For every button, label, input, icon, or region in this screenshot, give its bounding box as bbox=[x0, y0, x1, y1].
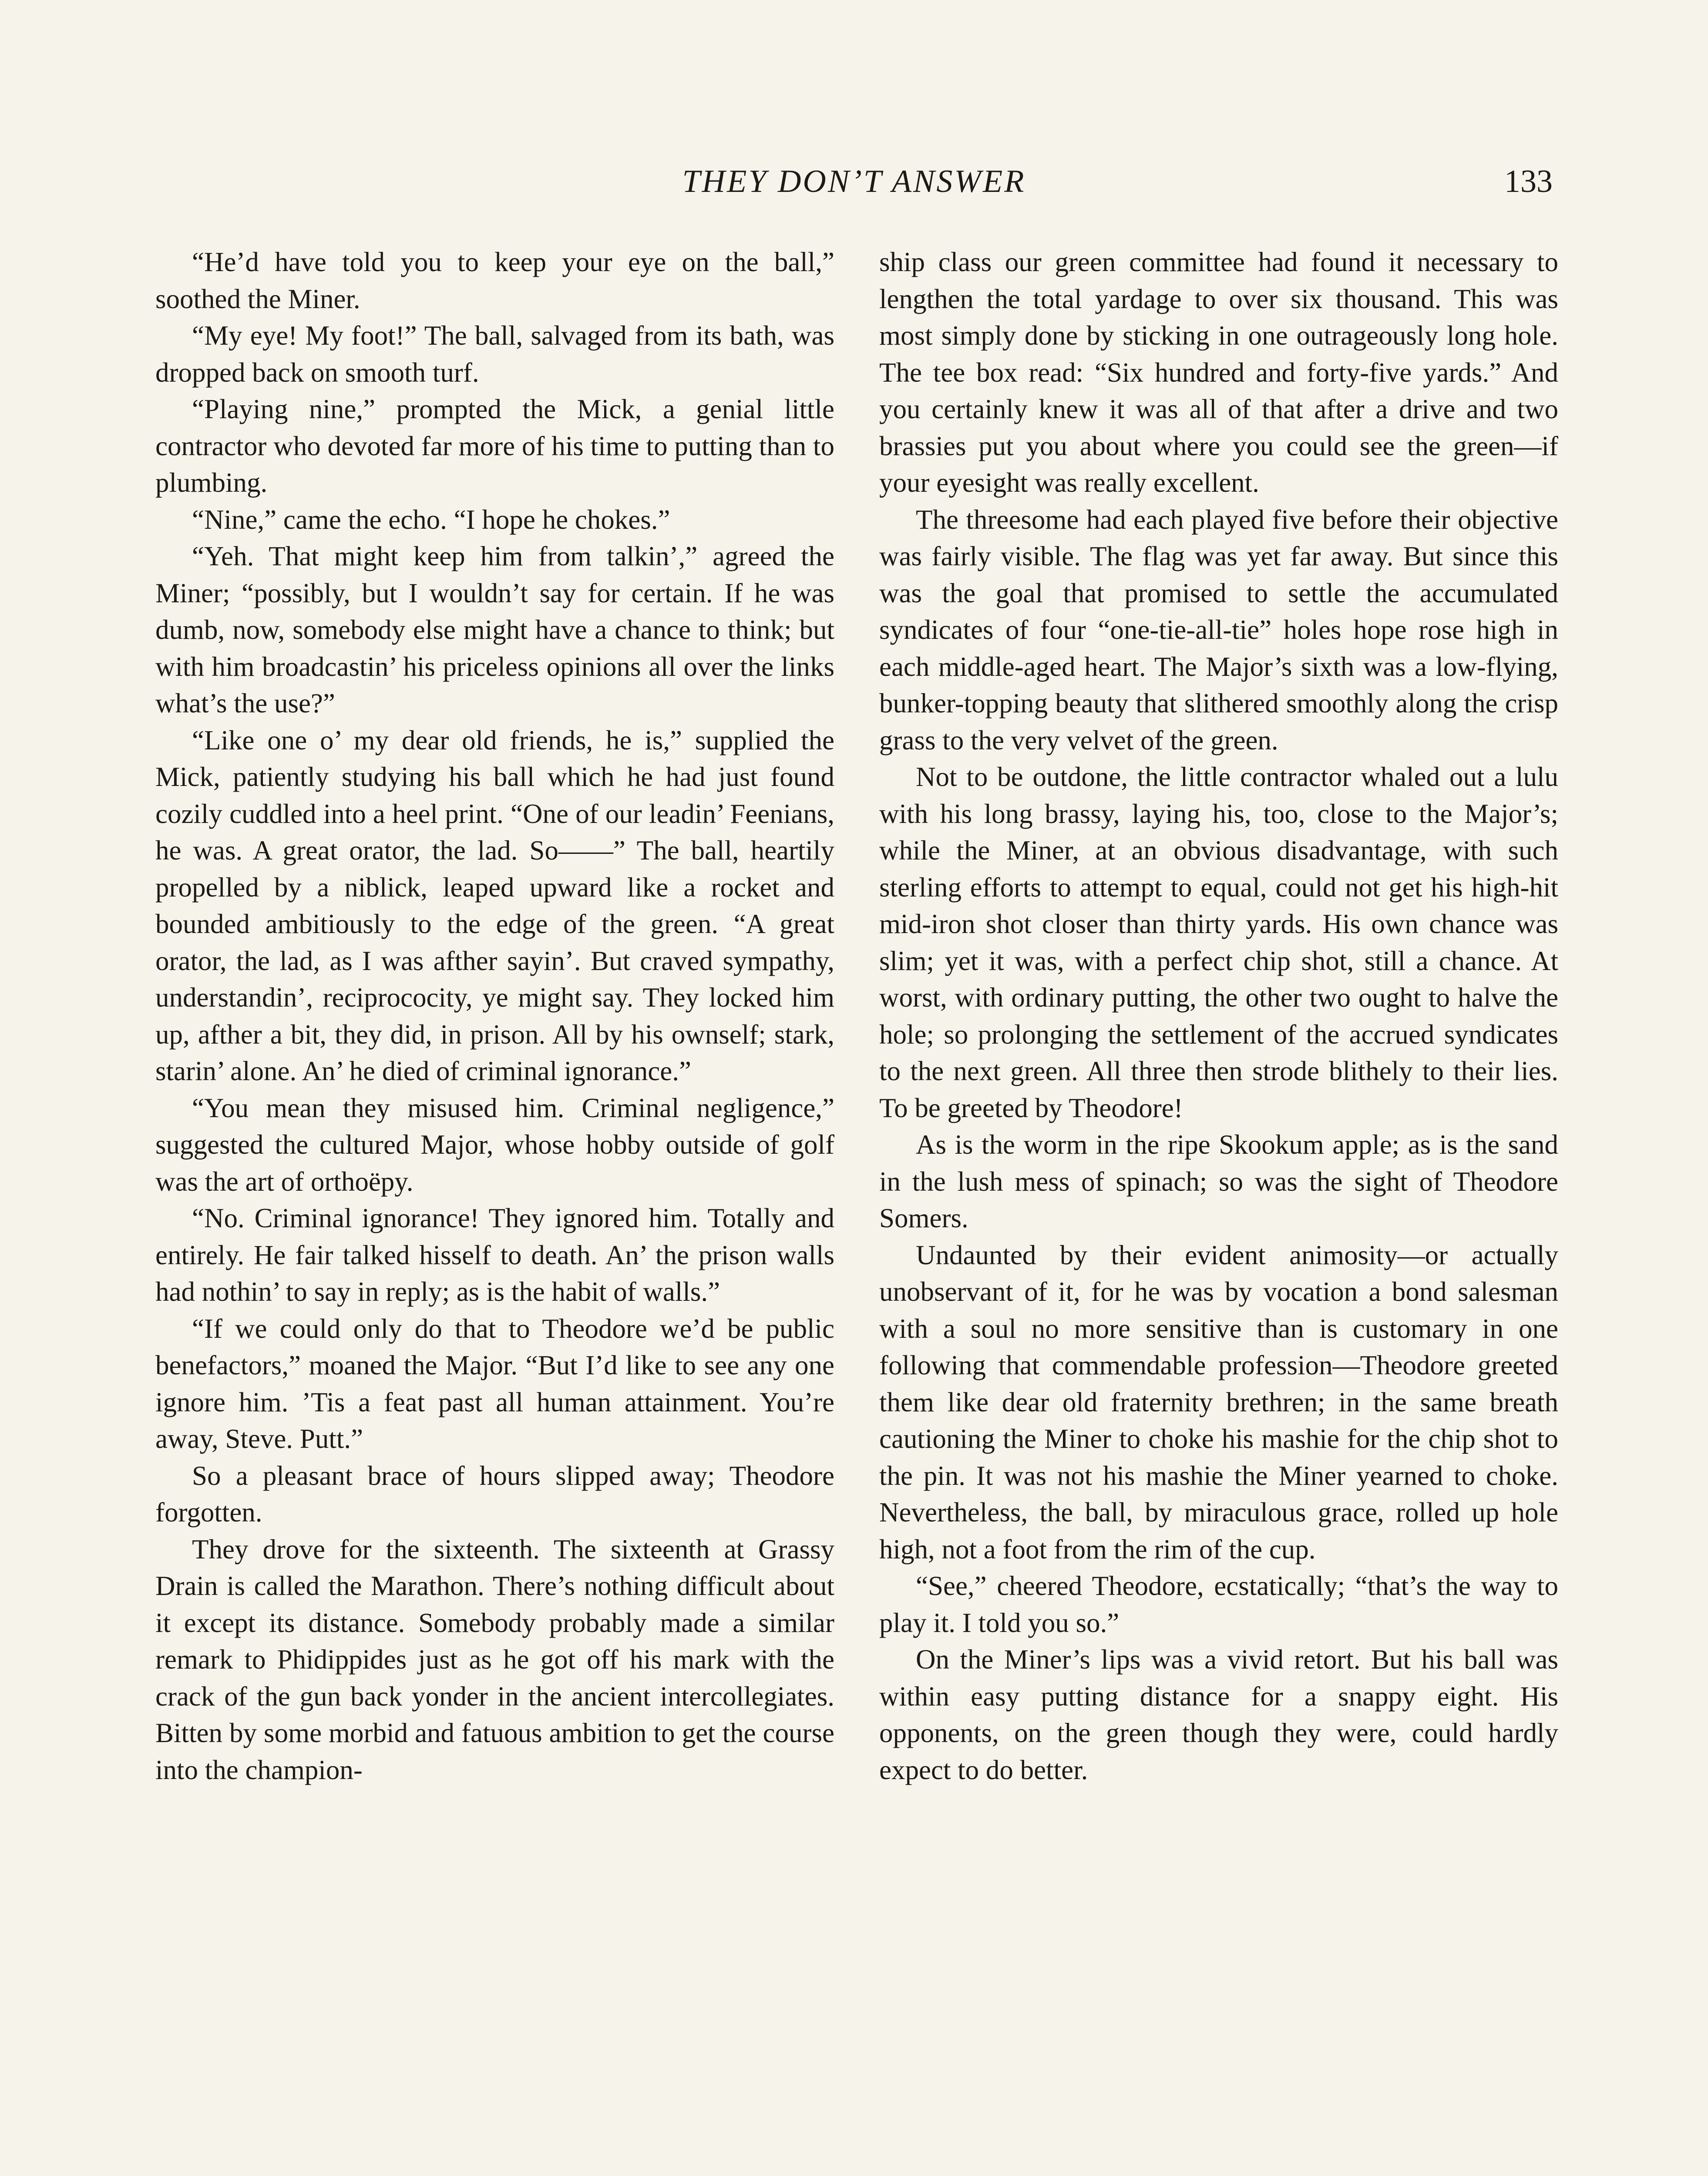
paragraph: “If we could only do that to Theodore we’d be public benefactors,” moaned the Major. “But I’d like to see any one ignore him. ’Tis a feat past all human attainment. You’re away, Steve. Putt.” bbox=[155, 1313, 834, 1454]
paragraph: “You mean they misused him. Criminal negligence,” suggested the cultured Major, whose hobby outside of golf was the art of orthoëpy. bbox=[155, 1092, 834, 1197]
paragraph: Undaunted by their evident animosity—or actually unobservant of it, for he was by vocation a bond salesman with a soul no more sensitive than is customary in one following that commendable profession—Theodore greeted them like dear old fraternity brethren; in the same breath cautioning the Miner to choke his mashie for the chip shot to the pin. It was not his mashie the Miner yearned to choke. Nevertheless, the ball, by miraculous grace, rolled up hole high, not a foot from the rim of the cup. bbox=[879, 1239, 1558, 1565]
paragraph: They drove for the sixteenth. The sixteenth at Grassy Drain is called the Marathon. There’s nothing difficult about it except its distance. Somebody probably made a similar remark to Phidippides just as he got off his mark with the crack of the gun back yonder in the ancient intercollegiates. Bitten by some morbid and fatuous ambition to get the course into the champion- bbox=[155, 1534, 834, 1785]
page-header bbox=[155, 163, 1553, 211]
paragraph: Not to be outdone, the little contractor whaled out a lulu with his long brassy, laying his, too, close to the Major’s; while the Miner, at an obvious disadvantage, with such sterling efforts to attempt to equal, could not get his high-hit mid-iron shot closer than thirty yards. His own chance was slim; yet it was, with a perfect chip shot, still a chance. At worst, with ordinary putting, the other two ought to halve the hole; so prolonging the settlement of the accrued syndicates to the next green. All three then strode blithely to their lies. To be greeted by Theodore! bbox=[879, 762, 1558, 1123]
paragraph: “Nine,” came the echo. “I hope he chokes.” bbox=[192, 504, 670, 535]
paragraph: “My eye! My foot!” The ball, salvaged from its bath, was dropped back on smooth turf. bbox=[155, 320, 834, 388]
paragraph: On the Miner’s lips was a vivid retort. But his ball was within easy putting distance for a snappy eight. His opponents, on the green though they were, could hardly expect to do better. bbox=[879, 1644, 1558, 1785]
paragraph: So a pleasant brace of hours slipped away; Theodore forgotten. bbox=[155, 1460, 834, 1528]
paragraph: “Like one o’ my dear old friends, he is,” supplied the Mick, patiently studying his ball which he had just found cozily cuddled into a heel print. “One of our leadin’ Feenians, he was. A great orator, the lad. So——” The ball, heartily propelled by a niblick, leaped upward like a rocket and bounded ambitiously to the edge of the green. “A great orator, the lad, as I was afther sayin’. But craved sympathy, understandin’, reciprococity, ye might say. They locked him up, afther a bit, they did, in prison. All by his ownself; stark, starin’ alone. An’ he died of criminal ignorance.” bbox=[155, 725, 834, 1086]
page-number: 133 bbox=[1504, 164, 1553, 199]
running-title: THEY DON’T ANSWER bbox=[682, 164, 1026, 199]
paragraph: “Playing nine,” prompted the Mick, a genial little contractor who devoted far more of his time to putting than to plumbing. bbox=[155, 394, 834, 498]
paragraph: “No. Criminal ignorance! They ignored him. Totally and entirely. He fair talked hisself to death. An’ the prison walls had nothin’ to say in reply; as is the habit of walls.” bbox=[155, 1203, 834, 1307]
right-column bbox=[879, 244, 1558, 1788]
paragraph: “See,” cheered Theodore, ecstatically; “that’s the way to play it. I told you so.” bbox=[879, 1571, 1558, 1638]
paragraph: ship class our green committee had found it necessary to lengthen the total yardage to over six thousand. This was most simply done by sticking in one outrageously long hole. The tee box read: “Six hundred and forty-five yards.” And you certainly knew it was all of that after a drive and two brassies put you about where you could see the green—if your eyesight was really excellent. bbox=[879, 247, 1558, 498]
paragraph: The threesome had each played five before their objective was fairly visible. The flag was yet far away. But since this was the goal that promised to settle the accumulated syndicates of four “one-tie-all-tie” holes hope rose high in each middle-aged heart. The Major’s sixth was a low-flying, bunker-topping beauty that slithered smoothly along the crisp grass to the very velvet of the green. bbox=[879, 504, 1558, 756]
paragraph: As is the worm in the ripe Skookum apple; as is the sand in the lush mess of spinach; so was the sight of Theodore Somers. bbox=[879, 1129, 1558, 1233]
paragraph: “Yeh. That might keep him from talkin’,” agreed the Miner; “possibly, but I wouldn’t say for certain. If he was dumb, now, somebody else might have a chance to think; but with him broadcastin’ his priceless opinions all over the links what’s the use?” bbox=[155, 541, 834, 719]
paragraph: “He’d have told you to keep your eye on the ball,” soothed the Miner. bbox=[155, 247, 834, 314]
left-column bbox=[155, 244, 834, 1788]
